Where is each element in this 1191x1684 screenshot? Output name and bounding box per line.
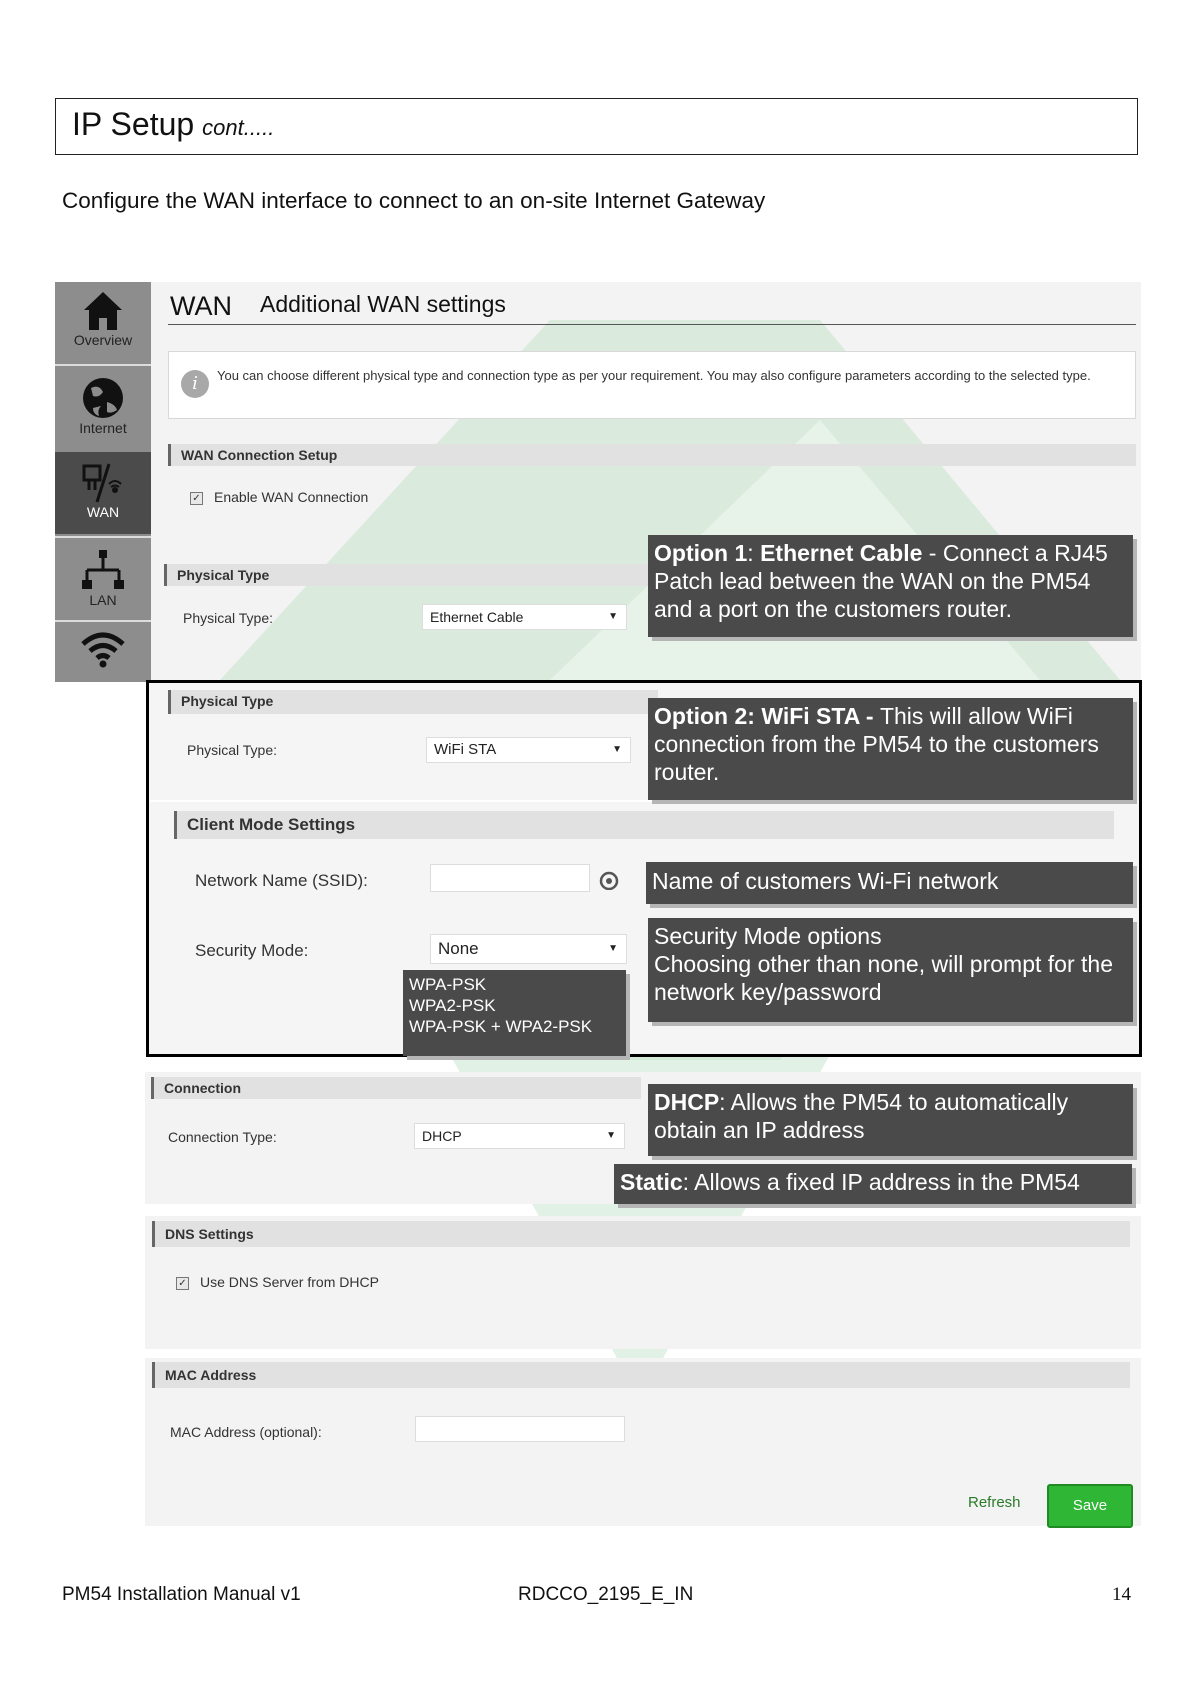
select-value: DHCP	[422, 1128, 462, 1144]
sidebar-item-wan[interactable]	[55, 452, 151, 534]
callout-bold: Ethernet Cable	[760, 540, 923, 566]
callout-option-2	[648, 698, 1133, 800]
select-value: WiFi STA	[434, 741, 497, 758]
section-title: DNS Settings	[165, 1226, 254, 1242]
wan-page-subtitle: Additional WAN settings	[260, 291, 506, 317]
mac-address-input[interactable]	[415, 1416, 625, 1442]
security-options-list[interactable]	[403, 970, 626, 1056]
dropdown-arrow-icon: ▼	[608, 943, 618, 954]
info-icon: i	[181, 370, 209, 398]
dropdown-arrow-icon: ▼	[612, 744, 622, 755]
divider	[168, 324, 1136, 325]
info-text: You can choose different physical type and connection type as per your requirement. You may also configure parameters according to the selected type.	[217, 368, 1091, 383]
divider	[150, 800, 1136, 802]
save-button[interactable]: Save	[1047, 1484, 1133, 1528]
section-header-mac	[152, 1362, 1130, 1388]
ssid-label: Network Name (SSID):	[195, 871, 368, 890]
footer-doc-code: RDCCO_2195_E_IN	[518, 1584, 694, 1605]
callout-bold: Option 1	[654, 540, 748, 566]
refresh-button[interactable]: Refresh	[968, 1494, 1021, 1511]
section-header-connection	[151, 1077, 641, 1099]
callout-text: : Allows a fixed IP address in the PM54	[682, 1169, 1080, 1195]
wan-icon	[81, 460, 125, 504]
callout-bold: Option 2: WiFi STA -	[654, 703, 880, 729]
wan-page-title: WAN	[170, 291, 232, 321]
sidebar-item-label: Overview	[73, 332, 133, 348]
title-box	[55, 98, 1138, 155]
intro-text: Configure the WAN interface to connect to an on-site Internet Gateway	[62, 188, 766, 213]
select-value: None	[438, 939, 479, 958]
section-title: WAN Connection Setup	[181, 447, 338, 463]
wifi-icon	[81, 632, 125, 668]
security-option[interactable]: WPA-PSK	[409, 975, 487, 994]
callout-bold: DHCP	[654, 1089, 720, 1115]
sidebar-item-label: Internet	[79, 420, 127, 436]
heading-suffix: cont.....	[202, 115, 275, 140]
footer-manual-title: PM54 Installation Manual v1	[62, 1584, 301, 1605]
dns-label: Use DNS Server from DHCP	[200, 1274, 379, 1290]
callout-text: :	[747, 540, 761, 566]
security-mode-select[interactable]	[430, 934, 627, 964]
dropdown-arrow-icon: ▼	[606, 1130, 616, 1141]
sidebar-item-label: WAN	[86, 504, 120, 520]
security-option[interactable]: WPA2-PSK	[409, 996, 496, 1015]
sidebar-item-label: LAN	[89, 592, 117, 608]
dns-checkbox[interactable]: ✓	[176, 1277, 189, 1290]
section-title: Physical Type	[181, 693, 274, 709]
divider	[55, 536, 151, 538]
lan-icon	[81, 548, 125, 592]
wifi-scan-icon[interactable]	[598, 870, 620, 890]
physical-type-label: Physical Type:	[187, 742, 278, 758]
enable-wan-checkbox[interactable]: ✓	[190, 492, 203, 505]
select-value: Ethernet Cable	[430, 609, 524, 625]
section-title: MAC Address	[165, 1367, 257, 1383]
callout-security-mode	[648, 918, 1133, 1022]
section-header-physical-type	[168, 690, 658, 714]
section-title: Connection	[164, 1080, 241, 1096]
sidebar-item-wifi[interactable]	[55, 624, 151, 682]
callout-ssid	[646, 862, 1133, 904]
callout-text: Name of customers Wi-Fi network	[652, 868, 999, 894]
info-box	[168, 351, 1136, 419]
dropdown-arrow-icon: ▼	[608, 611, 618, 622]
callout-text: : Allows the PM54 to automatically obtain an IP address	[654, 1089, 1069, 1143]
callout-text: Security Mode options	[654, 923, 882, 949]
callout-static	[614, 1164, 1132, 1204]
globe-icon	[81, 376, 125, 420]
callout-bold: Static	[620, 1169, 683, 1195]
callout-option-1	[648, 535, 1133, 637]
security-option[interactable]: WPA-PSK + WPA2-PSK	[409, 1017, 593, 1036]
callout-text: Choosing other than none, will prompt for the network key/password	[654, 951, 1113, 1005]
sidebar-item-internet[interactable]	[55, 368, 151, 448]
security-mode-label: Security Mode:	[195, 941, 309, 960]
section-header-client-mode	[174, 811, 1114, 839]
divider	[55, 620, 151, 622]
connection-type-select[interactable]	[414, 1123, 625, 1149]
enable-wan-label: Enable WAN Connection	[214, 489, 369, 505]
callout-text: - Connect a RJ45 Patch lead between the WAN on the PM54 and a port on the customers router.	[654, 540, 1108, 622]
mac-label: MAC Address (optional):	[170, 1424, 322, 1440]
section-header-dns	[152, 1221, 1130, 1247]
divider	[55, 364, 151, 366]
physical-type-select[interactable]	[422, 604, 627, 630]
home-icon	[82, 290, 124, 332]
ssid-input[interactable]	[430, 864, 590, 892]
physical-type-select[interactable]	[426, 737, 631, 763]
section-header-physical-type	[164, 564, 664, 586]
callout-text: This will allow WiFi connection from the PM54 to the customers router.	[654, 703, 1099, 785]
page-heading: IP Setup cont.....	[72, 106, 275, 142]
section-header-wan-setup	[168, 444, 1136, 466]
section-title: Client Mode Settings	[187, 815, 356, 834]
sidebar-item-lan[interactable]	[55, 540, 151, 618]
sidebar	[55, 282, 151, 682]
connection-type-label: Connection Type:	[168, 1129, 277, 1145]
sidebar-item-overview[interactable]	[55, 282, 151, 362]
physical-type-label: Physical Type:	[183, 610, 274, 626]
page-number: 14	[1112, 1584, 1131, 1605]
section-title: Physical Type	[177, 567, 270, 583]
callout-dhcp	[648, 1084, 1133, 1156]
